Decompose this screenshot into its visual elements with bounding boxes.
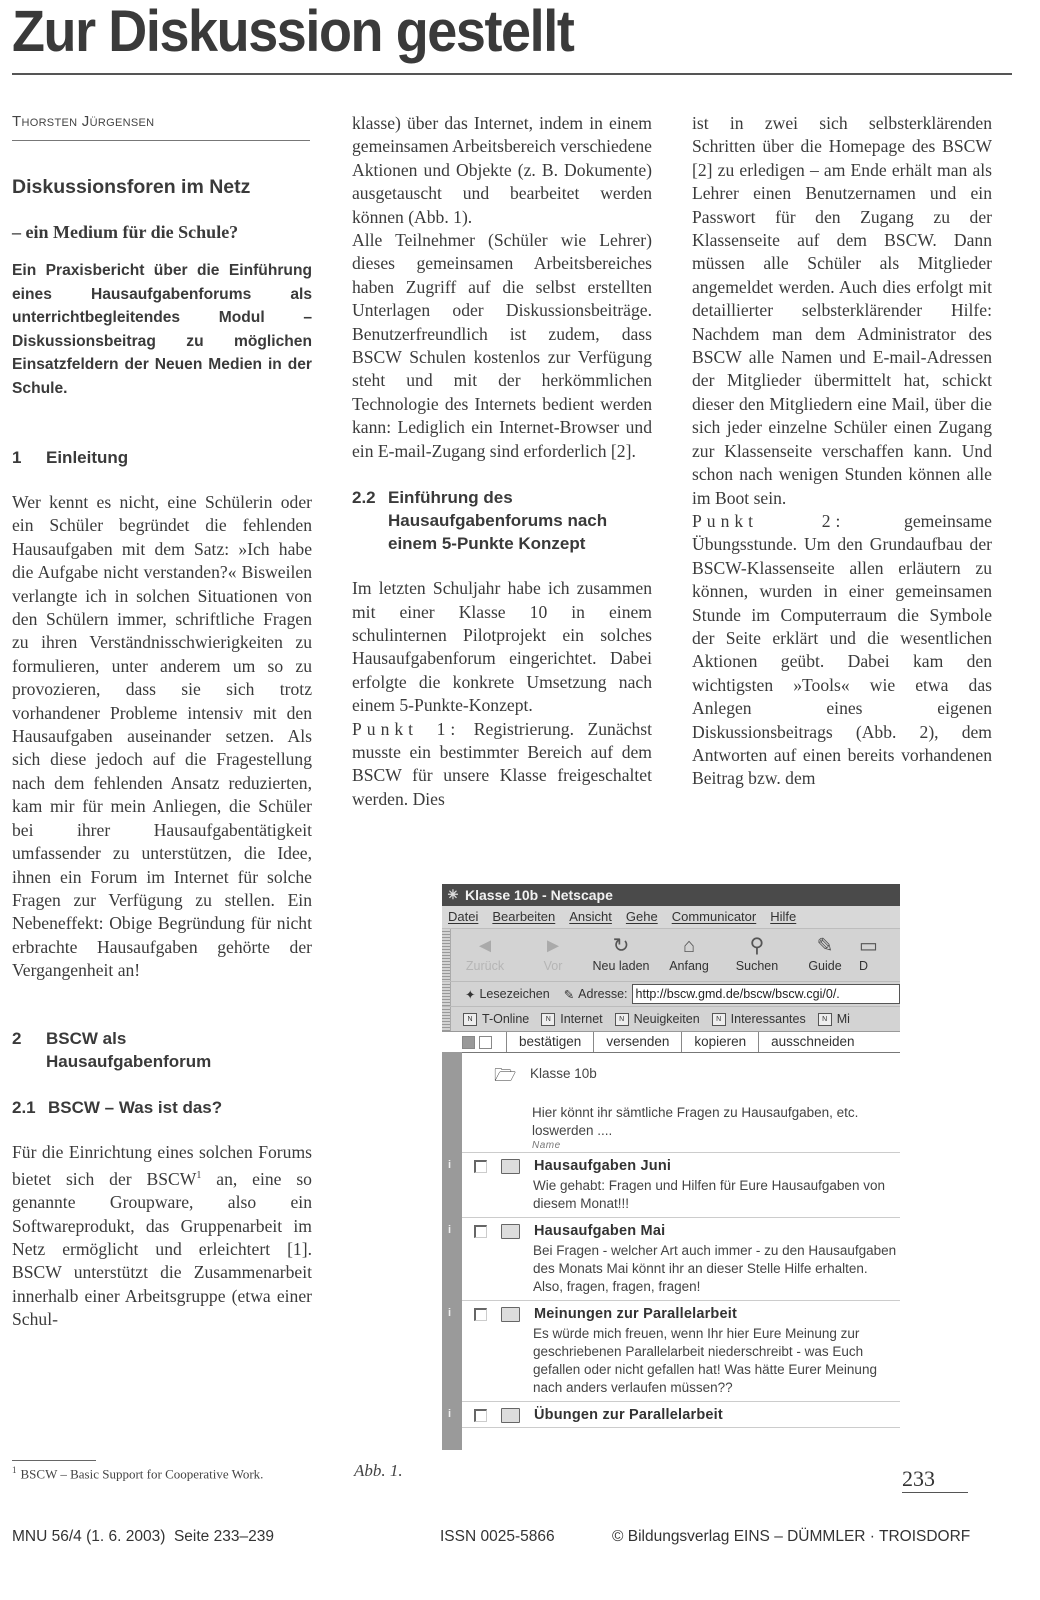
back-button[interactable] [451,929,519,981]
section-title-line: Hausaufgabenforums nach [388,511,608,531]
select-all-group [442,1036,506,1049]
item-description: Wie gehabt: Fragen und Hilfen für Eure Hausaufgaben von diesem Monat!!! [533,1178,885,1211]
item-checkbox[interactable] [474,1308,487,1321]
bookmark-page-icon: N [712,1013,726,1026]
info-icon[interactable]: i [448,1307,452,1319]
section-title-line: einem 5-Punkte Konzept [388,534,586,554]
deselect-all-checkbox[interactable] [462,1036,475,1049]
menu-gehe[interactable]: Gehe [625,909,658,924]
bookmark-label: T-Online [482,1012,530,1026]
item-checkbox[interactable] [474,1160,487,1173]
button-label: Zurück [465,959,505,973]
bookmarks-label: Lesezeichen [479,987,550,1001]
bookmark-page-icon: N [818,1013,832,1026]
action-kopieren[interactable]: kopieren [681,1032,758,1052]
list-item [448,1217,900,1300]
bookmarks-icon: ✦ [465,987,476,1002]
section-title: Einleitung [46,448,129,467]
reload-button[interactable] [587,929,655,981]
figure-browser-screenshot [442,884,900,1450]
menu-hilfe[interactable]: Hilfe [770,909,797,924]
open-folder-icon: 🗁 [494,1065,517,1085]
section-title [388,486,607,555]
section-number: 2.1 [12,1097,36,1117]
bookmark-page-icon: N [541,1013,555,1026]
section-1-heading [12,446,312,469]
folder-list [448,1052,900,1450]
current-folder [462,1052,900,1093]
footnote-text: BSCW – Basic Support for Cooperative Work. [20,1466,264,1482]
list-item [448,1300,900,1401]
bscw-action-bar [442,1032,900,1053]
select-all-checkbox[interactable] [479,1036,492,1049]
print-button[interactable] [859,929,879,981]
masthead-title: Zur Diskussion gestellt [12,0,574,64]
masthead-rule [12,73,1012,75]
search-button[interactable] [723,929,791,981]
bookmarks-button[interactable] [465,987,550,1002]
guide-button[interactable] [791,929,859,981]
article-subtitle: – ein Medium für die Schule? [12,222,239,242]
column-3 [692,112,992,791]
menu-communicator[interactable]: Communicator [671,909,757,924]
section-title-line: Einführung des [388,488,513,508]
menu-bearbeiten[interactable]: Bearbeiten [492,909,556,924]
article-abstract: Ein Praxisbericht über die Einführung eines Hausaufgabenforums als unterrichtbegleitendes Modul – Diskussionsbeitrag zu möglichen Einsatzfeldern der Neuen Medien in der Schule. [12,262,312,397]
section-2-1-body-continued: klasse) über das Internet, indem in einem gemeinsamen Arbeitsbereich verschiedene Aktionen und Objekte (z. B. Dokumente) ausgetauscht und bearbeitet werden können (Abb. 1). [352,113,652,227]
button-label: Neu laden [592,959,650,973]
section-title-line: BSCW als [46,1028,127,1048]
footer-publisher: © Bildungsverlag EINS – DÜMMLER · TROISDORF [612,1528,971,1545]
footer-issn: ISSN 0025-5866 [440,1528,555,1545]
item-title-link[interactable]: Hausaufgaben Mai [534,1223,666,1239]
address-label: Adresse: [578,987,628,1001]
info-icon[interactable]: i [448,1224,452,1236]
bookmark-label: Internet [560,1012,603,1026]
item-title-link[interactable]: Hausaufgaben Juni [534,1158,672,1174]
netscape-icon: ✳ [447,887,459,902]
footnote-rule [12,1460,96,1461]
address-label-group [564,987,628,1002]
figure-caption: Abb. 1. [354,1461,403,1480]
location-icon: ✎ [563,987,575,1002]
bookmark-page-icon: N [463,1013,477,1026]
back-arrow-icon: ◄ [475,935,495,957]
section-title [46,1027,211,1073]
punkt-1-paragraph [352,718,652,812]
article-title: Diskussionsforen im Netz [12,176,251,198]
footnote-mark: 1 [12,1465,17,1475]
page-number-rule [902,1492,968,1493]
bookmark-page-icon: N [615,1013,629,1026]
footnote [12,1465,263,1482]
section-1-body: Wer kennt es nicht, eine Schülerin oder ein Schüler begründet die fehlenden Hausaufgaben mit dem Satz: »Ich habe die Aufgabe nicht verstanden?« Bisweilen verlangte ich in solchen Situationen von den Schülern immer, schriftliche Fragen zu ihren Verständnisschwierigkeiten zu formulieren, unter anderem um so zu provozieren, dass sie sich trotz vorhandener Probleme intensiv mit den Hausaufgaben auseinander setzen. Als sich diese jedoch auf die Fragestellung nach dem fehlenden Ansatz reduzierten, kam mir für mein Anliegen, die Schüler bei ihrer Hausaufgabentätigkeit umfassender zu unterstützen, die Idee, ihnen ein Forum im Internet für solche Fragen zur Verfügung zu stellen. Ein Nebeneffekt: Obige Begründung für nicht erbrachte Hausaufgaben gehörte der Vergangenheit an! [12,492,312,981]
bookmark-label: Neuigkeiten [633,1012,700,1026]
section-title-line: Hausaufgabenforum [46,1051,212,1071]
guide-icon: ✎ [816,935,834,957]
body-text: an, eine so genannte Groupware, also ein Softwareprodukt, das Gruppenarbeit im Netz ermöglicht und erleichtert [1]. BSCW unterstützt die Zusammenarbeit innerhalb einer Arbeitsgruppe (etwa einer Schul- [12,1168,312,1330]
footer-journal-info: MNU 56/4 (1. 6. 2003) Seite 233–239 [12,1528,274,1545]
folder-icon [501,1307,520,1322]
location-toolbar [442,982,900,1007]
reload-icon: ↻ [612,935,630,957]
list-item [448,1152,900,1217]
current-folder-name: Klasse 10b [530,1066,597,1081]
address-input[interactable]: http://bscw.gmd.de/bscw/bscw.cgi/0/. [632,984,900,1004]
info-icon[interactable]: i [448,1159,452,1171]
home-icon: ⌂ [682,935,696,957]
list-divider [462,1427,900,1428]
bookmark-label: Mi [836,1012,850,1026]
punkt-1-label: Punkt 1: [352,718,461,739]
list-item [448,1401,900,1427]
button-label: Anfang [669,959,709,973]
forward-arrow-icon: ► [543,935,563,957]
body-text: Registrierung. Zunächst musste ein bestimmter Bereich auf dem BSCW für unsere Klasse freigeschaltet werden. Dies [352,718,652,809]
author-name: Thorsten Jürgensen [12,113,155,130]
action-bestaetigen[interactable]: bestätigen [506,1032,593,1052]
author-rule [12,140,310,141]
bookmark-mi[interactable] [818,1012,850,1026]
button-label: Suchen [735,959,779,973]
column-header-name[interactable]: Name [532,1140,561,1151]
menu-ansicht[interactable]: Ansicht [569,909,612,924]
bookmark-interessantes[interactable] [712,1012,806,1026]
menu-datei[interactable]: Datei [448,909,479,924]
item-checkbox[interactable] [474,1409,487,1422]
item-checkbox[interactable] [474,1225,487,1238]
body-text: Für die Einrichtung eines solchen Forums bietet sich der BSCW [12,1141,312,1189]
section-2-heading [12,1027,312,1073]
punkt-1-continued: ist in zwei sich selbsterklärenden Schritten über die Homepage des BSCW [2] zu erledigen – am Ende erhält man als Lehrer einen Benutzernamen und ein Passwort für den Zugang zu der Klassenseite auf dem BSCW. Dann müssen alle Schüler als Mitglieder angemeldet werden. Auch dies erfolgt mit detaillierter selbsterklärender Hilfe: Nachdem man dem Administrator des BSCW alle Namen und E-mail-Adressen der Mitglieder übermittelt hat, schickt dieser den Mitgliedern eine Mail, über die sich jeder einzelne Schüler einen Zugang zur Klassenseite verschaffen kann. Und schon nach wenigen Stunden können alle im Boot sein. [692,113,992,508]
section-2-2-heading [352,486,652,555]
section-2-1-body [12,1141,312,1332]
bookmark-t-online[interactable] [463,1012,529,1026]
section-number: 2 [12,1028,22,1048]
item-description: Bei Fragen - welcher Art auch immer - zu den Hausaufgaben des Monats Mai könnt ihr an dieser Stelle Hilfe erhalten. Also, fragen, fragen, fragen! [533,1243,897,1294]
folder-icon [501,1159,520,1174]
home-button[interactable] [655,929,723,981]
bookmark-internet[interactable] [541,1012,602,1026]
punkt-2-paragraph [692,510,992,791]
window-titlebar [442,884,900,906]
page-number: 233 [902,1466,935,1491]
section-2-1-heading [12,1096,312,1119]
footnote-reference[interactable]: 1 [196,1169,202,1181]
forward-button[interactable] [519,929,587,981]
info-icon[interactable]: i [448,1408,452,1420]
info-sidebar [442,1052,462,1450]
search-icon: ⚲ [749,935,765,957]
section-number: 2.2 [352,488,376,508]
bookmark-label: Interessantes [730,1012,806,1026]
folder-icon [501,1408,520,1423]
bscw-workspace [442,1052,900,1450]
action-versenden[interactable]: versenden [593,1032,681,1052]
item-title-link[interactable]: Übungen zur Parallelarbeit [534,1407,723,1423]
body-text: gemeinsame Übungsstunde. Um den Grundaufbau der BSCW-Klassenseite allen erläutern zu können, wurden in einer gemeinsamen Stunde im Computerraum die Symbole der Seite erklärt und die wesentlichen Aktionen geübt. Dabei kam den wichtigsten »Tools« wie etwa das Anlegen eines eigenen Diskussionsbeitrags (Abb. 2), dem Antworten auf einen bereits vorhandenen Beitrag bzw. dem [692,510,992,789]
punkt-2-label: Punkt 2: [692,510,846,531]
button-label: Vor [543,959,563,973]
item-title-link[interactable]: Meinungen zur Parallelarbeit [534,1306,738,1322]
print-icon: ▭ [859,935,878,957]
section-2-1-body-paragraph-2: Alle Teilnehmer (Schüler wie Lehrer) dieses gemeinsamen Arbeitsbereiches haben Zugriff auf die selbst erstellten Unterlagen oder Diskussionsbeiträge. Benutzerfreundlich ist zudem, dass BSCW Schulen kostenlos zur Verfügung steht und mit der herkömmlichen Technologie des Internets bedient werden kann: Lediglich ein Internet-Browser und ein E-mail-Zugang sind erforderlich [2]. [352,230,652,461]
toolbar-grip[interactable] [442,929,451,981]
column-1 [12,112,312,1332]
item-description: Es würde mich freuen, wenn Ihr hier Eure Meinung zur geschriebenen Parallelarbeit niederschreibt - was Euch gefallen oder nicht gefallen hat! Was hätte Eurer Meinung nach anders verlaufen müssen?? [533,1326,877,1395]
toolbar-grip[interactable] [442,982,451,1006]
navigation-toolbar [442,929,900,982]
window-title: Klasse 10b - Netscape [465,887,613,903]
column-2 [352,112,652,811]
menu-bar [442,906,900,929]
section-title: BSCW – Was ist das? [48,1097,223,1117]
personal-toolbar [442,1007,900,1032]
section-2-2-body: Im letzten Schuljahr habe ich zusammen mit einer Klasse 10 in einem schulinternen Pilotprojekt ein solches Hausaufgabenforum eingerichtet. Dabei erfolgte die konkrete Umsetzung nach einem 5-Punkte-Konzept. [352,578,652,716]
section-number: 1 [12,448,22,467]
folder-icon [501,1224,520,1239]
toolbar-grip[interactable] [442,1007,451,1031]
current-folder-description: Hier könnt ihr sämtliche Fragen zu Hausaufgaben, etc. loswerden .... [532,1105,859,1138]
button-label: Guide [808,959,842,973]
bookmark-neuigkeiten[interactable] [615,1012,700,1026]
button-label: D [859,959,869,973]
action-ausschneiden[interactable]: ausschneiden [758,1032,866,1052]
